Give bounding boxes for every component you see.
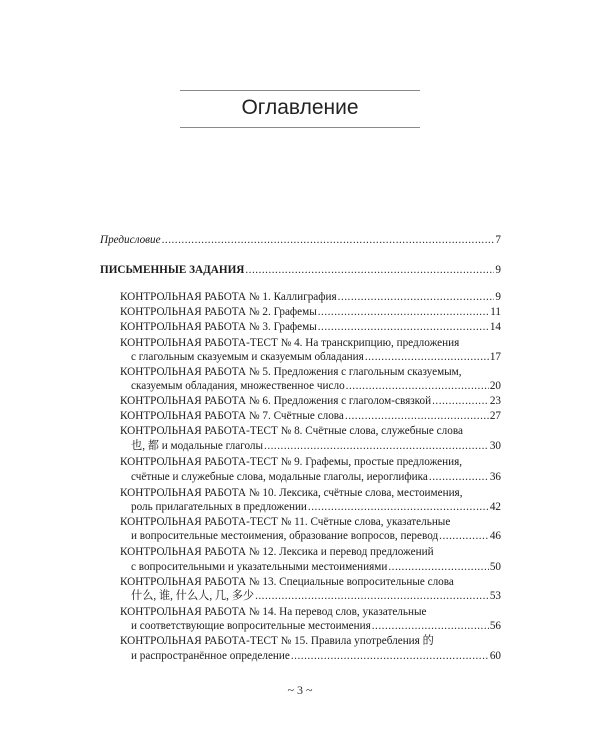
toc-leader-dots <box>245 264 494 277</box>
toc-entry[interactable] <box>131 530 501 543</box>
toc-entry[interactable] <box>131 650 501 663</box>
title-rule-bottom <box>180 127 420 128</box>
toc-page-number: 9 <box>495 264 501 276</box>
toc-entry-title: КОНТРОЛЬНАЯ РАБОТА № 7. Счётные слова <box>120 410 344 422</box>
toc-leader-dots <box>372 620 489 633</box>
title-rule-top <box>180 90 420 91</box>
toc-leader-dots <box>162 234 495 247</box>
toc-entry-title-line2: сказуемым обладания, множественное число <box>131 380 345 392</box>
toc-leader-dots <box>345 410 489 423</box>
toc-entry-title-line2: счётные и служебные слова, модальные глаголы, иероглифика <box>131 471 428 483</box>
toc-page-number: 17 <box>489 351 501 363</box>
page-number-footer: ~ 3 ~ <box>287 683 313 697</box>
toc-page-number: 27 <box>489 410 501 422</box>
toc-leader-dots <box>388 561 488 574</box>
toc-entry[interactable] <box>131 620 501 633</box>
toc-entry-title: КОНТРОЛЬНАЯ РАБОТА № 2. Графемы <box>120 306 317 318</box>
toc-entry-title: КОНТРОЛЬНАЯ РАБОТА № 3. Графемы <box>120 321 317 333</box>
toc-entry[interactable] <box>120 306 501 319</box>
toc-entry-title-line1: КОНТРОЛЬНАЯ РАБОТА № 13. Специальные вопросительные слова <box>120 576 454 588</box>
toc-entry-title-line2: с глагольным сказуемым и сказуемым обладания <box>131 351 364 363</box>
toc-entry[interactable] <box>120 410 501 423</box>
toc-entry-title-line2: и соответствующие вопросительные местоимения <box>131 620 371 632</box>
toc-leader-dots <box>346 380 489 393</box>
toc-entry[interactable] <box>120 395 501 408</box>
toc-leader-dots <box>429 471 489 484</box>
toc-leader-dots <box>291 650 489 663</box>
toc-entry[interactable] <box>120 321 501 334</box>
toc-entry-title-line1: КОНТРОЛЬНАЯ РАБОТА-ТЕСТ № 11. Счётные слова, указательные <box>120 516 451 528</box>
toc-entry-title-line2: и вопросительные местоимения, образование вопросов, перевод <box>131 530 439 542</box>
toc-page-number: 20 <box>489 380 501 392</box>
toc-page-number: 53 <box>489 590 501 602</box>
toc-page-number: 36 <box>489 471 501 483</box>
toc-entry[interactable] <box>131 501 501 514</box>
toc-leader-dots <box>318 321 489 334</box>
toc-entry-title-line1: КОНТРОЛЬНАЯ РАБОТА № 5. Предложения с глагольным сказуемым, <box>120 366 462 378</box>
toc-entry-title-line2: 也, 都 и модальные глаголы <box>131 440 264 452</box>
toc-leader-dots <box>338 291 495 304</box>
toc-page-number: 9 <box>495 291 501 303</box>
toc-leader-dots <box>439 530 489 543</box>
toc-entry[interactable] <box>131 351 501 364</box>
toc-entry-title: КОНТРОЛЬНАЯ РАБОТА № 6. Предложения с глаголом-связкой <box>120 395 432 407</box>
toc-entry-title-line1: КОНТРОЛЬНАЯ РАБОТА № 12. Лексика и перевод предложений <box>120 546 434 558</box>
toc-entry-title-line2: 什么, 谁, 什么人, 几, 多少 <box>131 590 255 602</box>
toc-entry[interactable] <box>120 291 501 304</box>
toc-entry-title-line2: и распространённое определение <box>131 650 290 662</box>
toc-leader-dots <box>432 395 489 408</box>
toc-preface-label: Предисловие <box>100 234 161 246</box>
toc-entry-title: КОНТРОЛЬНАЯ РАБОТА № 1. Каллиграфия <box>120 291 337 303</box>
toc-entry-title-line1: КОНТРОЛЬНАЯ РАБОТА-ТЕСТ № 4. На транскрипцию, предложения <box>120 337 460 349</box>
toc-page-number: 30 <box>489 440 501 452</box>
toc-page-number: 56 <box>489 620 501 632</box>
toc-section-label: ПИСЬМЕННЫЕ ЗАДАНИЯ <box>100 264 245 276</box>
toc-section[interactable] <box>100 264 501 277</box>
toc-entry[interactable] <box>131 561 501 574</box>
toc-page-number: 46 <box>489 530 501 542</box>
toc-page-number: 23 <box>489 395 501 407</box>
toc-leader-dots <box>255 590 489 603</box>
toc-entry[interactable] <box>131 440 501 453</box>
toc-page-number: 50 <box>489 561 501 573</box>
toc-preface[interactable] <box>100 234 501 247</box>
toc-leader-dots <box>318 306 489 319</box>
toc-entry[interactable] <box>131 380 501 393</box>
toc-entry-title-line1: КОНТРОЛЬНАЯ РАБОТА № 10. Лексика, счётные слова, местоимения, <box>120 487 463 499</box>
toc-entry[interactable] <box>131 590 501 603</box>
toc-page-number: 14 <box>489 321 501 333</box>
toc-page-number: 7 <box>495 234 501 246</box>
toc-entry-title-line1: КОНТРОЛЬНАЯ РАБОТА-ТЕСТ № 15. Правила употребления 的 <box>120 635 434 647</box>
page-title: Оглавление <box>241 96 359 119</box>
toc-entry-title-line1: КОНТРОЛЬНАЯ РАБОТА-ТЕСТ № 9. Графемы, простые предложения, <box>120 456 463 468</box>
toc-page-number: 42 <box>489 501 501 513</box>
toc-page-number: 60 <box>489 650 501 662</box>
toc-entry-title-line1: КОНТРОЛЬНАЯ РАБОТА № 14. На перевод слов, указательные <box>120 606 427 618</box>
toc-entry-title-line1: КОНТРОЛЬНАЯ РАБОТА-ТЕСТ № 8. Счётные слова, служебные слова <box>120 425 463 437</box>
toc-entry-title-line2: роль прилагательных в предложении <box>131 501 307 513</box>
toc-page-number: 11 <box>490 306 501 318</box>
toc-leader-dots <box>308 501 489 514</box>
toc-entry-title-line2: с вопросительными и указательными местоимениями <box>131 561 388 573</box>
toc-leader-dots <box>365 351 489 364</box>
toc-entry[interactable] <box>131 471 501 484</box>
toc-leader-dots <box>264 440 489 453</box>
